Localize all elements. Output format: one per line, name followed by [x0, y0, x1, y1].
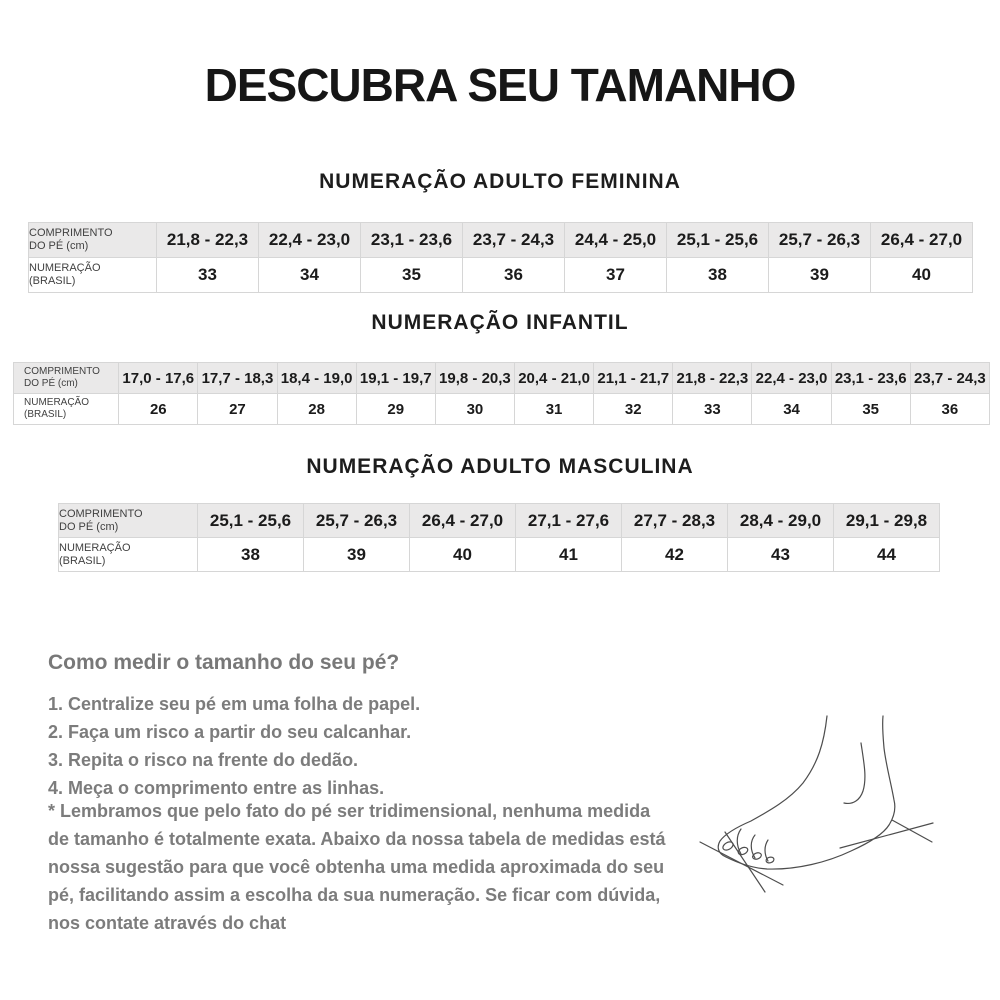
size-cell: 35 — [831, 394, 910, 425]
label-line: NUMERAÇÃO — [29, 262, 101, 274]
length-cell: 26,4 - 27,0 — [871, 223, 973, 258]
length-cell: 21,8 - 22,3 — [673, 363, 752, 394]
label-line: COMPRIMENTO — [24, 366, 100, 377]
foot-measurement-illustration — [675, 688, 975, 913]
length-cell: 22,4 - 23,0 — [259, 223, 361, 258]
howto-step: 4. Meça o comprimento entre as linhas. — [48, 778, 385, 798]
label-line: (BRASIL) — [29, 275, 76, 287]
size-cell: 26 — [119, 394, 198, 425]
size-cell: 34 — [259, 258, 361, 293]
howto-step: 2. Faça um risco a partir do seu calcanhar. — [48, 722, 412, 742]
foot-length-row-label — [14, 363, 119, 394]
length-cell: 24,4 - 25,0 — [565, 223, 667, 258]
length-cell: 25,7 - 26,3 — [304, 504, 410, 538]
foot-length-row-label — [29, 223, 157, 258]
size-cell: 39 — [769, 258, 871, 293]
length-cell: 17,0 - 17,6 — [119, 363, 198, 394]
toenail — [721, 840, 734, 852]
label-line: COMPRIMENTO — [29, 227, 113, 239]
label-line: COMPRIMENTO — [59, 507, 143, 520]
length-cell: 26,4 - 27,0 — [410, 504, 516, 538]
howto-steps — [48, 690, 420, 802]
label-line: DO PÉ (cm) — [59, 520, 119, 533]
howto-step: 1. Centralize seu pé em uma folha de papel. — [48, 694, 421, 714]
size-cell: 41 — [516, 538, 622, 572]
label-line: NUMERAÇÃO — [59, 541, 131, 554]
length-cell: 23,1 - 23,6 — [361, 223, 463, 258]
length-cell: 22,4 - 23,0 — [752, 363, 831, 394]
label-line: DO PÉ (cm) — [24, 378, 78, 389]
size-table-infantil — [13, 362, 990, 425]
size-cell: 27 — [198, 394, 277, 425]
length-cell: 18,4 - 19,0 — [277, 363, 356, 394]
length-cell: 27,7 - 28,3 — [622, 504, 728, 538]
size-cell: 39 — [304, 538, 410, 572]
size-cell: 33 — [157, 258, 259, 293]
size-cell: 36 — [910, 394, 989, 425]
size-cell: 37 — [565, 258, 667, 293]
length-cell: 20,4 - 21,0 — [514, 363, 593, 394]
label-line: NUMERAÇÃO — [24, 397, 90, 408]
length-cell: 17,7 - 18,3 — [198, 363, 277, 394]
length-cell: 19,1 - 19,7 — [356, 363, 435, 394]
section-title-infantil: NUMERAÇÃO INFANTIL — [371, 311, 629, 334]
length-cell: 21,1 - 21,7 — [594, 363, 673, 394]
heel-mark-line — [892, 820, 932, 842]
size-cell: 33 — [673, 394, 752, 425]
size-cell: 30 — [435, 394, 514, 425]
size-cell: 36 — [463, 258, 565, 293]
length-cell: 25,7 - 26,3 — [769, 223, 871, 258]
size-cell: 28 — [277, 394, 356, 425]
size-cell: 29 — [356, 394, 435, 425]
label-line: DO PÉ (cm) — [29, 240, 89, 252]
toenail — [737, 846, 749, 856]
howto-step: 3. Repita o risco na frente do dedão. — [48, 750, 359, 770]
length-cell: 23,7 - 24,3 — [463, 223, 565, 258]
foot-length-row — [14, 363, 990, 394]
size-cell: 43 — [728, 538, 834, 572]
length-cell: 19,8 - 20,3 — [435, 363, 514, 394]
size-cell: 38 — [198, 538, 304, 572]
length-cell: 23,7 - 24,3 — [910, 363, 989, 394]
length-cell: 25,1 - 25,6 — [198, 504, 304, 538]
section-title-adult-masculina: NUMERAÇÃO ADULTO MASCULINA — [306, 455, 694, 478]
size-cell: 44 — [834, 538, 940, 572]
length-cell: 21,8 - 22,3 — [157, 223, 259, 258]
size-cell: 31 — [514, 394, 593, 425]
shoe-size-row-label — [59, 538, 198, 572]
foot-length-row — [29, 223, 973, 258]
foot-ankle-line — [844, 743, 865, 803]
foot-length-row-label — [59, 504, 198, 538]
foot-length-row — [59, 504, 940, 538]
length-cell: 23,1 - 23,6 — [831, 363, 910, 394]
label-line: (BRASIL) — [24, 409, 67, 420]
section-title-adult-feminina: NUMERAÇÃO ADULTO FEMININA — [319, 170, 681, 193]
howto-note: * Lembramos que pelo fato do pé ser tridimensional, nenhuma medida de tamanho é totalmente exata. Abaixo da nossa tabela de medidas está nossa sugestão para que você obtenha uma medida aproximada do seu pé, facilitando assim a escolha da sua numeração. Se ficar com dúvida, nos contate através do chat — [48, 801, 666, 933]
foot-outline-front — [718, 716, 827, 857]
size-cell: 38 — [667, 258, 769, 293]
size-cell: 34 — [752, 394, 831, 425]
size-cell: 40 — [410, 538, 516, 572]
toe-mark-line — [725, 832, 765, 892]
size-cell: 35 — [361, 258, 463, 293]
size-cell: 40 — [871, 258, 973, 293]
howto-heading: Como medir o tamanho do seu pé? — [48, 651, 400, 674]
length-cell: 28,4 - 29,0 — [728, 504, 834, 538]
shoe-size-row-label — [14, 394, 119, 425]
length-cell: 29,1 - 29,8 — [834, 504, 940, 538]
length-cell: 27,1 - 27,6 — [516, 504, 622, 538]
size-cell: 42 — [622, 538, 728, 572]
page-title: DESCUBRA SEU TAMANHO — [204, 59, 796, 111]
shoe-size-row — [29, 258, 973, 293]
size-table-adult-feminina — [28, 222, 973, 293]
size-cell: 32 — [594, 394, 673, 425]
size-table-adult-masculina — [58, 503, 940, 572]
label-line: (BRASIL) — [59, 554, 106, 567]
shoe-size-row — [59, 538, 940, 572]
shoe-size-row-label — [29, 258, 157, 293]
length-cell: 25,1 - 25,6 — [667, 223, 769, 258]
shoe-size-row — [14, 394, 990, 425]
